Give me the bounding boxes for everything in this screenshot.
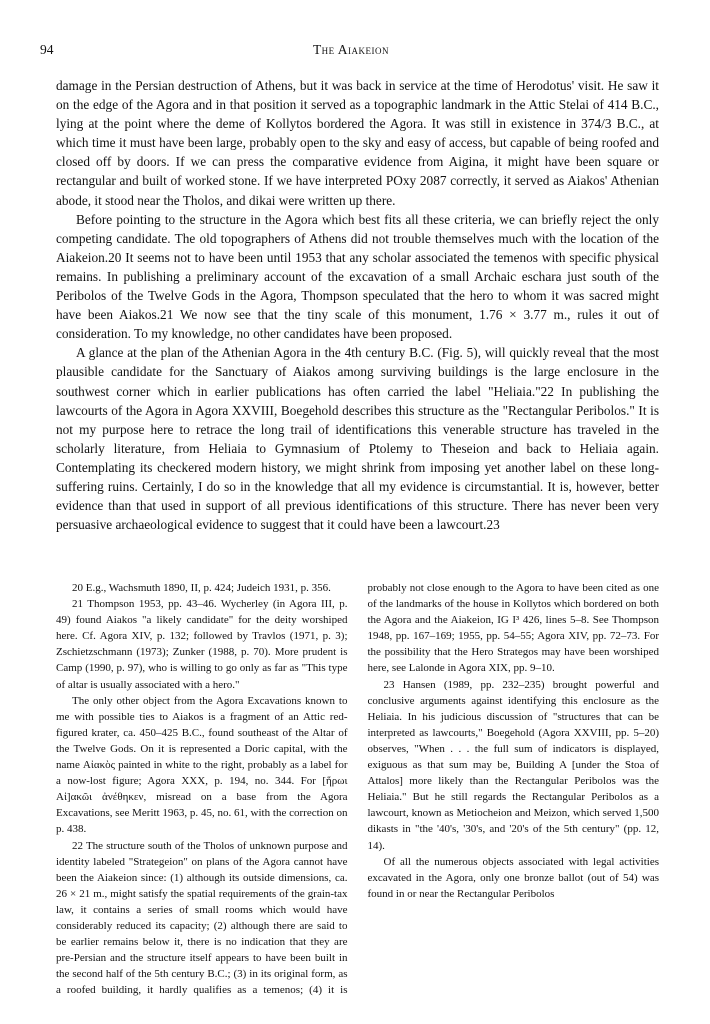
body-paragraph-1: damage in the Persian destruction of Athens, but it was back in service at the time of Herodotus' visit. He saw it on the edge of the Agora and in that position it served as a topographic landmark in the Attic Stelai of 414 B.C., lying at the point where the deme of Kollytos bordered the Agora. It was still in existence in 374/3 B.C., at which time it must have been large, probably open to the sky and easy of access, but capable of being roofed and closed off by doors. If we can press the comparative evidence from Aigina, it might have been square or rectangular and built of worked stone. If we have interpreted POxy 2087 correctly, it served as Aiakos' Athenian abode, it stood near the Tholos, and dikai were written up there. <box>56 78 659 208</box>
page-header <box>40 42 662 60</box>
footnote-20: 20 E.g., Wachsmuth 1890, II, p. 424; Judeich 1931, p. 356. <box>72 582 331 594</box>
footnote-22: 22 The structure south of the Tholos of unknown purpose and identity labeled "Strategeion" on plans of the Agora cannot have been the Aiakeion since: (1) although its outside dimensions, ca. 26 × 21 m., might satisfy the spatial requirements of the grain-tax law, it contains a series of small rooms which would have considerably reduced its capacity; (2) although there are said to be earlier remains below it, there is no indication that they are pre-Persian and the structure itself appears to have been built in the second half of the 5th century B.C.; (3) in its original form, as a roofed building, it hardly qualifies as a temenos; (4) it is probably not close enough to the Agora to have been cited as one of the landmarks of the house in Kollytos which bordered on both the Agora and the Aiakeion, IG I³ 426, lines 5–8. See Thompson 1948, pp. 167–169; 1955, pp. 54–55; Agora XIV, pp. 72–73. For the possibility that the Hero Strategos may have been worshiped here, see Lalonde in Agora XIX, pp. 9–10. <box>56 582 659 997</box>
body-paragraph-3: A glance at the plan of the Athenian Agora in the 4th century B.C. (Fig. 5), will quickly reveal that the most plausible candidate for the Sanctuary of Aiakos among surviving buildings is the large enclosure in the southwest corner which in earlier publications has often carried the label "Heliaia."22 In publishing the lawcourts of the Agora in Agora XXVIII, Boegehold describes this structure as the "Rectangular Peribolos." It is not my purpose here to retrace the long trail of identifications this venerable structure has traveled in the scholarly literature, from Heliaia to Gymnasium of Ptolemy to Theseion and back to Heliaia again. Contemplating its checkered modern history, we might shrink from imposing yet another label on these long-suffering ruins. Certainly, I do so in the knowledge that all my evidence is circumstantial. It is, however, better evidence than that used in support of all previous identifications of this structure. There has never been very persuasive archaeological evidence to suggest that it could have been a lawcourt.23 <box>56 345 659 533</box>
footnote-23: 23 Hansen (1989, pp. 232–235) brought powerful and conclusive arguments against identifying this enclosure as the Heliaia. In his judicious discussion of "structures that can be interpreted as lawcourts," Boegehold (Agora XXVIII, pp. 5–20) observes, "When . . . the full sum of indicators is displayed, exiguous as that sum may be, Building A [under the Stoa of Attalos] more likely than the Rectangular Peribolos was the Heliaia." But he still regards the Rectangular Peribolos as a lawcourt, known as Metiocheion and Meizon, which served 1,500 dikasts in "the '40's, '30's, and '20's of the 5th century" (pp. 12, 14). <box>367 678 659 852</box>
footnote-23-continued: Of all the numerous objects associated with legal activities excavated in the Agora, only one bronze ballot (out of 54) was found in or near the Rectangular Peribolos <box>367 855 659 900</box>
body-paragraph-2: Before pointing to the structure in the Agora which best fits all these criteria, we can briefly reject the only competing candidate. The old topographers of Athens did not trouble themselves much with the location of the Aiakeion.20 It seems not to have been until 1953 that any scholar associated the temenos with specific physical remains. In publishing a preliminary account of the excavation of a small Archaic eschara just south of the Peribolos of the Twelve Gods in the Agora, Thompson speculated that the hero to whom it was sacred might have been Aiakos.21 We now see that the tiny scale of this monument, 1.76 × 3.77 m., rules it out of consideration. To my knowledge, no other candidates have been proposed. <box>56 211 659 342</box>
footnote-21-continued: The only other object from the Agora Excavations known to me with possible ties to Aiakos is a fragment of an Attic red-figured krater, ca. 450–425 B.C., found southeast of the Altar of the Twelve Gods. On it is represented a Doric capital, with the name Αἰακὸς painted in white to the right, probably as a label for a now-lost figure; Agora XXX, p. 194, no. 344. For [ἥρωι Αἰ]ακῶι ἀνέθηκεν, misread on a base from the Agora Excavations, see Meritt 1963, p. 45, no. 61, with the correction on p. 438. <box>56 694 348 836</box>
page-number: 94 <box>40 42 54 57</box>
footnotes <box>56 580 659 1010</box>
main-text <box>56 76 659 534</box>
footnote-21: 21 Thompson 1953, pp. 43–46. Wycherley (in Agora III, p. 49) found Aiakos "a likely candidate" for the deity worshiped here. Cf. Agora XIV, p. 132; followed by Travlos (1971, p. 3); Zschietzschmann (1973); Zunker (1988, p. 70). More prudent is Camp (1990, p. 97), who is willing to go only as far as "This type of altar is usually associated with a hero." <box>56 598 348 691</box>
running-title: The Aiakeion <box>312 42 390 57</box>
